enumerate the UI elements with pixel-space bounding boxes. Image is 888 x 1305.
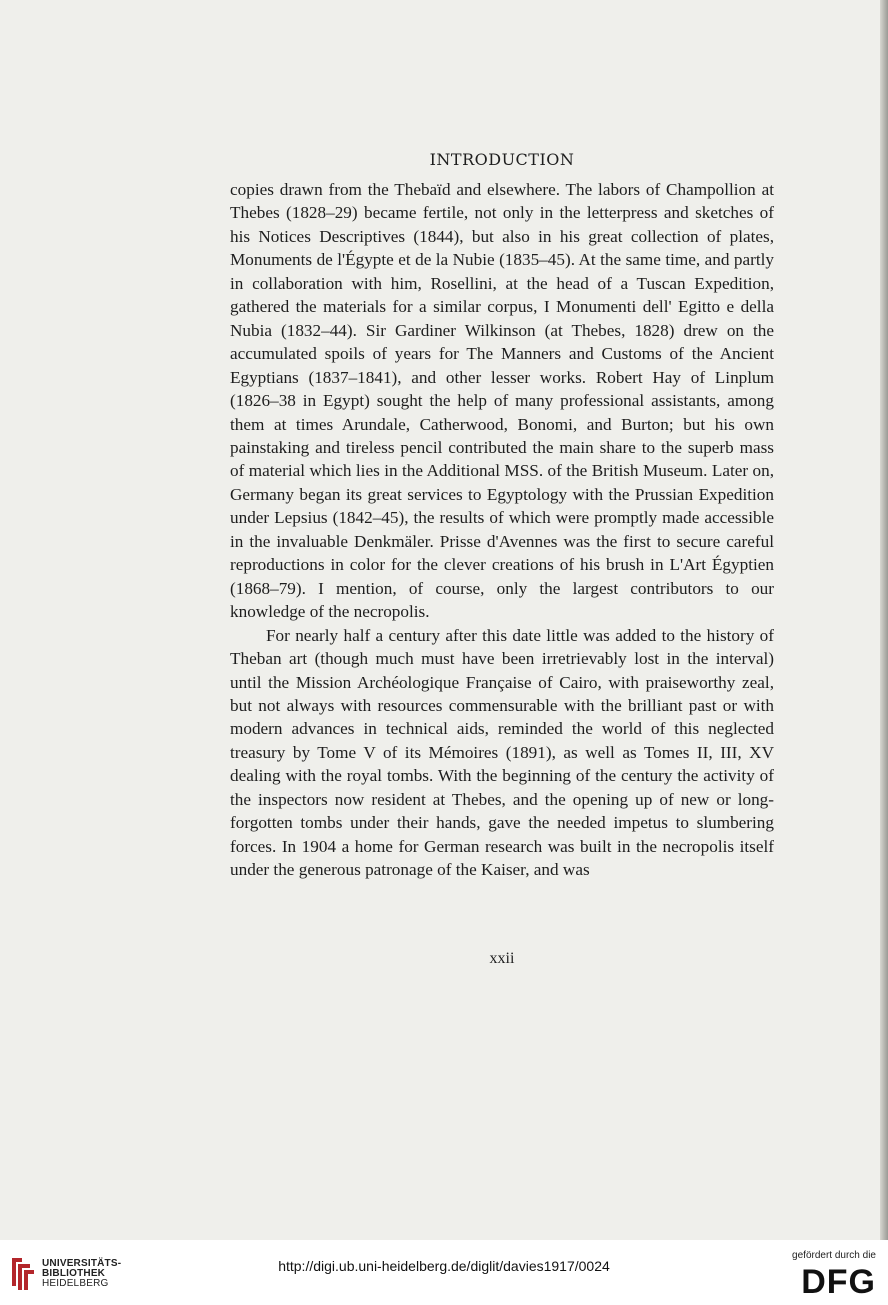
sponsor-text: gefördert durch die xyxy=(792,1250,876,1261)
running-head: INTRODUCTION xyxy=(429,150,575,169)
page-edge-shadow xyxy=(880,0,888,1240)
library-line-3: HEIDELBERG xyxy=(42,1278,109,1289)
library-line-1: UNIVERSITÄTS- xyxy=(42,1258,122,1269)
paragraph-1: copies drawn from the Thebaïd and elsewhere. The labors of Champollion at Thebes (1828–29) became fertile, not only in the letterpress and sketches of his Notices Descriptives (1844), but also in his great collection of plates, Monuments de l'Égypte et de la Nubie (1835–45). At the same time, and partly in collaboration with him, Rosellini, at the head of a Tuscan Expedition, gathered the materials for a similar corpus, I Monumenti dell' Egitto e della Nubia (1832–44). Sir Gardiner Wilkinson (at Thebes, 1828) drew on the accumulated spoils of years for The Manners and Customs of the Ancient Egyptians (1837–1841), and other lesser works. Robert Hay of Linplum (1826–38 in Egypt) sought the help of many professional assistants, among them at times Arundale, Catherwood, Bonomi, and Burton; but his own painstaking and tireless pencil contributed the main share to the superb mass of material which lies in the Additional MSS. of the British Museum. Later on, Germany began its great services to Egyptology with the Prussian Expedition under Lepsius (1842–45), the results of which were promptly made accessible in the invaluable Denkmäler. Prisse d'Avennes was the first to secure careful reproductions in color for the clever creations of his brush in L'Art Égyptien (1868–79). I mention, of course, only the largest contributors to our knowledge of the necropolis. xyxy=(230,180,774,622)
library-line-2: BIBLIOTHEK xyxy=(42,1268,106,1279)
body-text xyxy=(230,178,774,882)
footer-bar xyxy=(0,1240,888,1305)
paragraph-2: For nearly half a century after this date little was added to the history of Theban art (though much must have been irretrievably lost in the interval) until the Mission Archéologique Française of Cairo, with praiseworthy zeal, but not always with resources commensurable with the brilliant past or with modern advances in technical aids, reminded the world of this neglected treasury by Tome V of its Mémoires (1891), as well as Tomes II, III, XV dealing with the royal tombs. With the beginning of the century the activity of the inspectors now resident at Thebes, and the opening up of new or long-forgotten tombs under their hands, gave the needed impetus to slumbering forces. In 1904 a home for German research was built in the necropolis itself under the generous patronage of the Kaiser, and was xyxy=(230,625,774,880)
permalink-url[interactable]: http://digi.ub.uni-heidelberg.de/diglit/davies1917/0024 xyxy=(278,1258,610,1274)
page-number: xxii xyxy=(489,950,515,967)
dfg-logo: DFG xyxy=(801,1263,876,1301)
dfg-sponsor[interactable] xyxy=(792,1250,876,1301)
